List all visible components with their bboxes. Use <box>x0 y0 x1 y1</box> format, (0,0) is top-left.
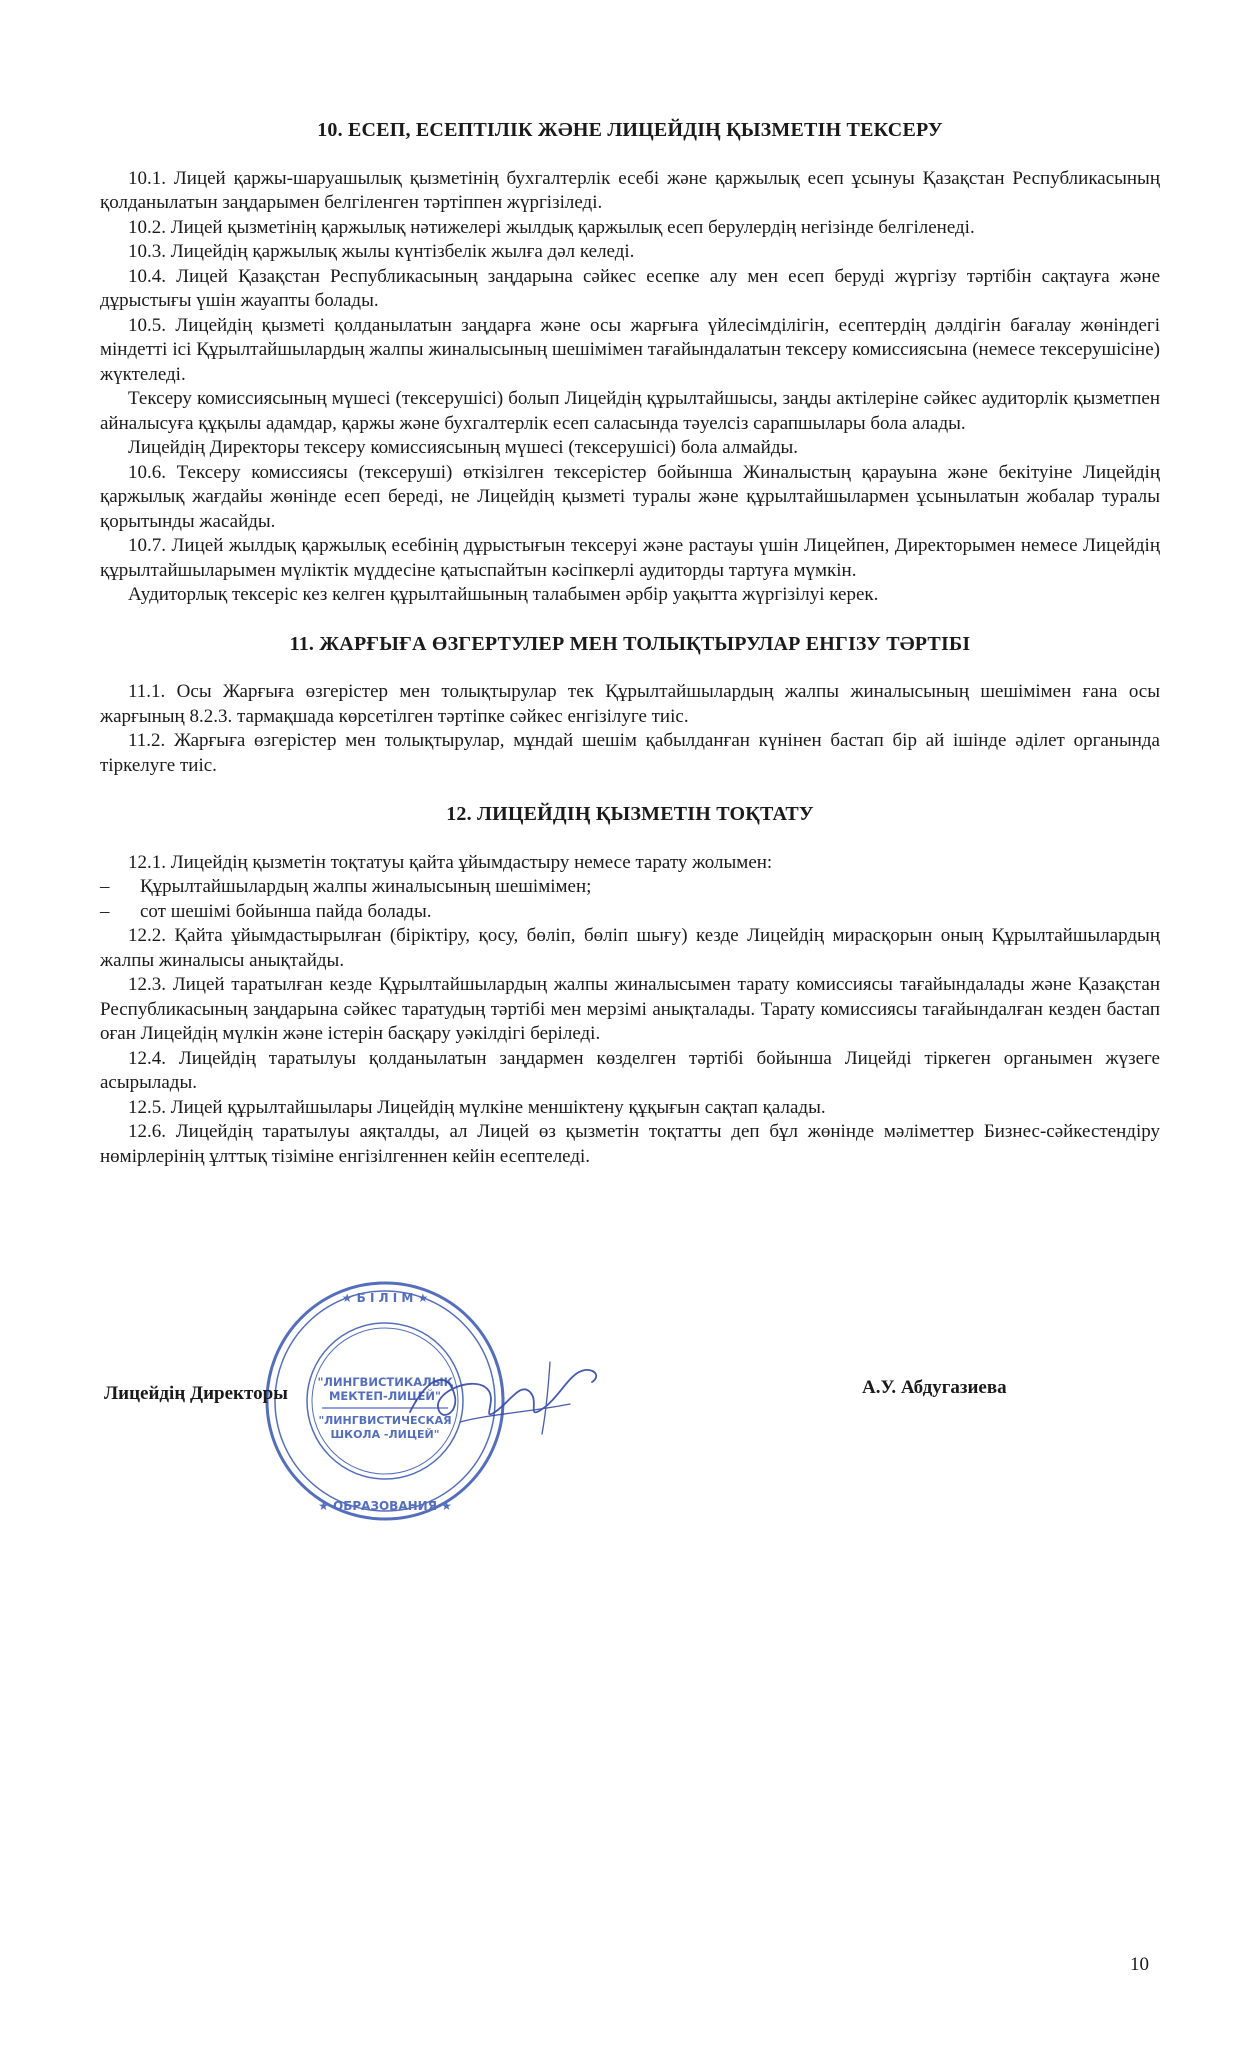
paragraph-10-7-audit: Аудиторлық тексеріс кез келген құрылтайшының талабымен әрбір уақытта жүргізілуі керек. <box>128 584 879 605</box>
list-item-text: Құрылтайшылардың жалпы жиналысының шешімімен; <box>140 876 592 897</box>
document-body <box>100 118 1160 1169</box>
list-item-text: сот шешімі бойынша пайда болады. <box>140 900 432 922</box>
paragraph-12-5: 12.5. Лицей құрылтайшылары Лицейдің мүлкіне меншіктену құқығын сақтап қалады. <box>128 1096 826 1118</box>
director-name: А.У. Абдугазиева <box>862 1377 1007 1398</box>
section-11-title: 11. ЖАРҒЫҒА ӨЗГЕРТУЛЕР МЕН ТОЛЫҚТЫРУЛАР ЕНГІЗУ ТӘРТІБІ <box>289 632 971 655</box>
svg-text:ШКОЛА -ЛИЦЕЙ": ШКОЛА -ЛИЦЕЙ" <box>330 1428 440 1441</box>
director-title: Лицейдің Директоры <box>104 1383 288 1404</box>
svg-text:"ЛИНГВИСТИКАЛЫҚ: "ЛИНГВИСТИКАЛЫҚ <box>317 1375 453 1389</box>
list-item <box>100 900 1160 925</box>
paragraph-12-3: 12.3. Лицей таратылған кезде Құрылтайшылардың жалпы жиналысымен тарату комиссиясы тағайындалады және Қазақстан Республикасының заңдарына сәйкес таратудың тәртібі мен мерзімі анықталады. Тарату комиссиясы тағайындалған кезден бастап оған Лицейдің мүлкін және істерін басқару уәкілдігі беріледі. <box>100 974 1160 1044</box>
paragraph-10-6: 10.6. Тексеру комиссиясы (тексеруші) өткізілген тексерістер бойынша Жиналыстың қарауына және бекітуіне Лицейдің қаржылық жағдайы жөнінде есеп береді, не Лицейдің қызметі туралы және құрылтайшылармен ұсынылатын жобалар туралы қорытынды жасайды. <box>100 461 1160 532</box>
paragraph-10-2: 10.2. Лицей қызметінің қаржылық нәтижелері жылдық қаржылық есеп берулердің негізінде белгіленеді. <box>128 216 975 238</box>
paragraph-10-5-members: Тексеру комиссиясының мүшесі (тексерушісі) болып Лицейдің құрылтайшысы, заңды актілеріне сәйкес аудиторлік қызметпен айналысуға құқылы адамдар, қаржы және бухгалтерлік есеп саласында тәуелсіз сарапшылары бола алады. <box>100 388 1160 434</box>
section-12-title: 12. ЛИЦЕЙДІҢ ҚЫЗМЕТІН ТОҚТАТУ <box>446 803 814 825</box>
list-item <box>100 875 1160 900</box>
paragraph-11-1: 11.1. Осы Жарғыға өзгерістер мен толықтырулар тек Құрылтайшылардың жалпы жиналысының шешімімен ғана осы жарғының 8.2.3. тармақшада көрсетілген тәртіпке сәйкес енгізілуге тиіс. <box>100 681 1160 727</box>
svg-text:★ Б І Л І М ★: ★ Б І Л І М ★ <box>341 1291 429 1305</box>
paragraph-12-6: 12.6. Лицейдің таратылуы аяқталды, ал Лицей өз қызметін тоқтатты деп бұл жөнінде мәліметтер Бизнес-сәйкестендіру нөмірлерінің ұлттық тізіміне енгізілгеннен кейін есептеледі. <box>100 1121 1160 1167</box>
svg-text:МЕКТЕП-ЛИЦЕЙ": МЕКТЕП-ЛИЦЕЙ" <box>328 1389 442 1403</box>
paragraph-11-2: 11.2. Жарғыға өзгерістер мен толықтырулар, мұндай шешім қабылданған күнінен бастап бір ай ішінде әділет органында тіркелуге тиіс. <box>100 730 1160 776</box>
dash-bullet: – <box>100 876 110 897</box>
svg-text:★ ОБРАЗОВАНИЯ ★: ★ ОБРАЗОВАНИЯ ★ <box>318 1499 452 1513</box>
paragraph-10-3: 10.3. Лицейдің қаржылық жылы күнтізбелік жылға дәл келеді. <box>128 241 635 262</box>
paragraph-10-4: 10.4. Лицей Қазақстан Республикасының заңдарына сәйкес есепке алу мен есеп беруді жүргізу тәртібін сақтауға және дұрыстығы үшін жауапты болады. <box>100 265 1160 311</box>
paragraph-10-7: 10.7. Лицей жылдық қаржылық есебінің дұрыстығын тексеруі және растауы үшін Лицейпен, Директорымен немесе Лицейдің құрылтайшыларымен мүліктік мүддесіне қатыспайтын кәсіпкерлі аудиторды тартуға мүмкін. <box>100 535 1160 581</box>
paragraph-12-2: 12.2. Қайта ұйымдастырылған (біріктіру, қосу, бөліп, бөліп шығу) кезде Лицейдің мирасқорын оның Құрылтайшылардың жалпы жиналысы анықтайды. <box>100 925 1160 971</box>
paragraph-12-1: 12.1. Лицейдің қызметін тоқтатуы қайта ұйымдастыру немесе тарату жолымен: <box>128 851 773 873</box>
dash-bullet: – <box>100 900 110 922</box>
page-number: 10 <box>1130 1954 1149 1975</box>
paragraph-10-5-director: Лицейдің Директоры тексеру комиссиясының мүшесі (тексерушісі) бола алмайды. <box>128 437 799 458</box>
svg-text:"ЛИНГВИСТИЧЕСКАЯ: "ЛИНГВИСТИЧЕСКАЯ <box>318 1414 452 1427</box>
section-10-title: 10. ЕСЕП, ЕСЕПТІЛІК ЖӘНЕ ЛИЦЕЙДІҢ ҚЫЗМЕТІН ТЕКСЕРУ <box>317 119 943 141</box>
paragraph-10-1: 10.1. Лицей қаржы-шаруашылық қызметінің бухгалтерлік есебі және қаржылық есеп ұсынуы Қазақстан Республикасының қолданылатын заңдарымен белгіленген тәртіппен жүргізіледі. <box>100 167 1160 213</box>
paragraph-12-4: 12.4. Лицейдің таратылуы қолданылатын заңдармен көзделген тәртібі бойынша Лицейді тіркеген органымен жүзеге асырылады. <box>100 1047 1160 1093</box>
paragraph-10-5: 10.5. Лицейдің қызметі қолданылатын заңдарға және осы жарғыға үйлесімділігін, есептердің дәлдігін бағалау жөніндегі міндетті ісі Құрылтайшылардың жалпы жиналысының шешімімен тағайындалатын тексеру комиссиясына (немесе тексерушісіне) жүктеледі. <box>100 314 1160 385</box>
